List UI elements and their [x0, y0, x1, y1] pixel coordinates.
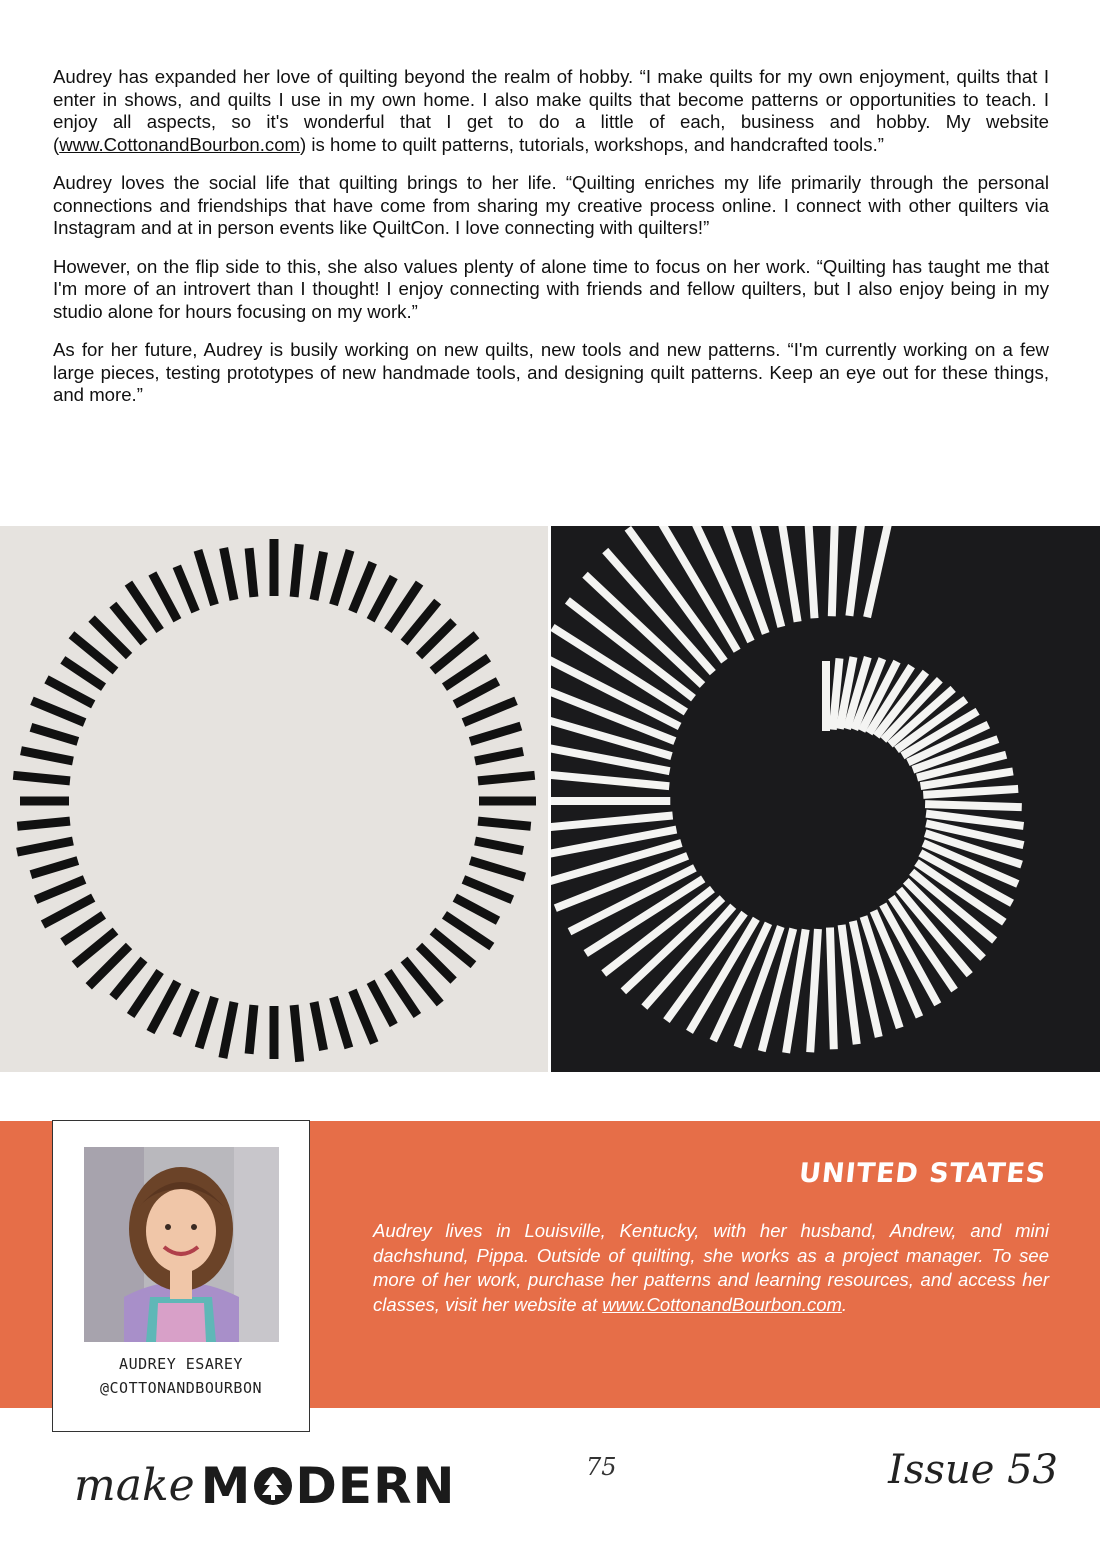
ring-bar: [348, 561, 377, 613]
ring-bar: [474, 837, 524, 855]
profile-polaroid: [52, 1120, 310, 1432]
ring-bar: [245, 1005, 259, 1055]
ring-bar: [30, 856, 80, 879]
ring-bar: [194, 549, 219, 606]
make-modern-logo: [74, 1446, 455, 1516]
spiral-bar: [925, 800, 1022, 811]
paragraph-1: [53, 66, 1049, 156]
spiral-bar: [828, 526, 842, 616]
logo-make-text: make: [74, 1460, 195, 1511]
paragraph-2: Audrey loves the social life that quilting brings to her life. “Quilting enriches my life primarily through the personal connections and friendships that have come from sharing my creative process online. I connect with other quilters via Instagram and at in person events like QuiltCon. I love connecting with quilters!”: [53, 172, 1049, 238]
ring-bar: [173, 989, 200, 1038]
ring-bar: [30, 723, 80, 746]
ring-bar: [290, 544, 304, 598]
ring-bar: [478, 817, 532, 831]
spiral-bar: [676, 526, 755, 643]
quilt-photo-ring: [0, 526, 548, 1072]
ring-bar: [34, 875, 86, 904]
ring-bar: [17, 817, 71, 831]
spiral-bar: [551, 739, 670, 775]
paragraph-1-start: Audrey has expanded her love of quilting beyond the realm of hobby. “I make quilts for my own enjoyment, quilts that I enter in shows, and quilts I use in my own home. I also make quilts that become patterns or opportunities to teach. I enjoy all aspects, so it's wonderful that I get to do a little of each, business and hobby. My website (: [53, 66, 1049, 155]
issue-number: Issue 53: [888, 1447, 1058, 1493]
spiral-quilt-graphic: [551, 526, 1100, 1072]
ring-bar: [469, 722, 522, 746]
person-name: AUDREY ESAREY: [119, 1355, 243, 1373]
ring-bar: [245, 548, 259, 598]
ring-bar: [479, 797, 536, 806]
logo-letter-m: M: [200, 1457, 252, 1515]
paragraph-3: However, on the flip side to this, she also values plenty of alone time to focus on her work. “Quilting has taught me that I'm more of an introvert than I thought! I enjoy connecting with friends and fellow quilters, but I also enjoy being in my studio alone for hours focusing on my work.”: [53, 255, 1049, 322]
spiral-bar: [551, 826, 677, 861]
ring-bar: [195, 996, 219, 1049]
page-number: 75: [586, 1453, 617, 1481]
paragraph-1-end: ) is home to quilt patterns, tutorials, workshops, and handcrafted tools.”: [300, 133, 884, 155]
ring-bar: [270, 539, 279, 596]
portrait-photo: [84, 1147, 279, 1342]
logo-modern-text: [201, 1456, 456, 1516]
ring-bar: [16, 837, 74, 857]
country-heading: UNITED STATES: [797, 1158, 1048, 1189]
instagram-handle: @COTTONANDBOURBON: [99, 1379, 263, 1397]
ring-bar: [290, 1005, 305, 1063]
ring-bar: [329, 549, 354, 606]
ring-bar: [310, 1001, 328, 1051]
spiral-bar: [806, 929, 822, 1053]
spiral-bar: [551, 797, 670, 805]
ring-bar: [474, 747, 524, 765]
spiral-bar: [822, 661, 830, 731]
ring-bar: [469, 856, 526, 881]
ring-bar: [310, 551, 328, 601]
ring-bar: [13, 771, 71, 786]
bio-website-link[interactable]: www.CottonandBourbon.com: [602, 1293, 842, 1315]
tree-icon: [253, 1466, 293, 1506]
ring-bar: [270, 1006, 279, 1059]
ring-bar: [20, 746, 74, 765]
website-link[interactable]: www.CottonandBourbon.com: [59, 133, 301, 155]
ring-bar: [218, 1001, 238, 1059]
spiral-bar: [767, 526, 802, 622]
spiral-bar: [800, 526, 819, 618]
ring-bar: [20, 797, 69, 806]
spiral-bar: [863, 526, 910, 618]
ring-bar: [329, 996, 353, 1049]
quilt-photo-spiral: [551, 526, 1100, 1072]
ring-bar: [173, 565, 200, 614]
paragraph-4: As for her future, Audrey is busily working on new quilts, new tools and new patterns. “I'm currently working on a few large pieces, testing prototypes of new handmade tools, and designing quilt patterns. Keep an eye out for these things, and more.”: [53, 339, 1049, 405]
bio-end: .: [841, 1293, 848, 1315]
ring-quilt-graphic: [0, 526, 548, 1072]
ring-bar: [462, 875, 514, 904]
ring-bar: [219, 547, 238, 601]
ring-bar: [478, 771, 536, 786]
logo-letters-dern: DERN: [295, 1457, 456, 1515]
bio-text: Audrey lives in Louisville, Kentucky, with her husband, Andrew, and mini dachshund, Pippa. Outside of quilting, she works as a project manager. To see more of her work, purchase her patterns and learning resources, and access her classes, visit her website at: [373, 1220, 1049, 1315]
spiral-bar: [826, 927, 838, 1049]
profile-bio: [373, 1219, 1049, 1317]
article-body: [53, 66, 1049, 423]
